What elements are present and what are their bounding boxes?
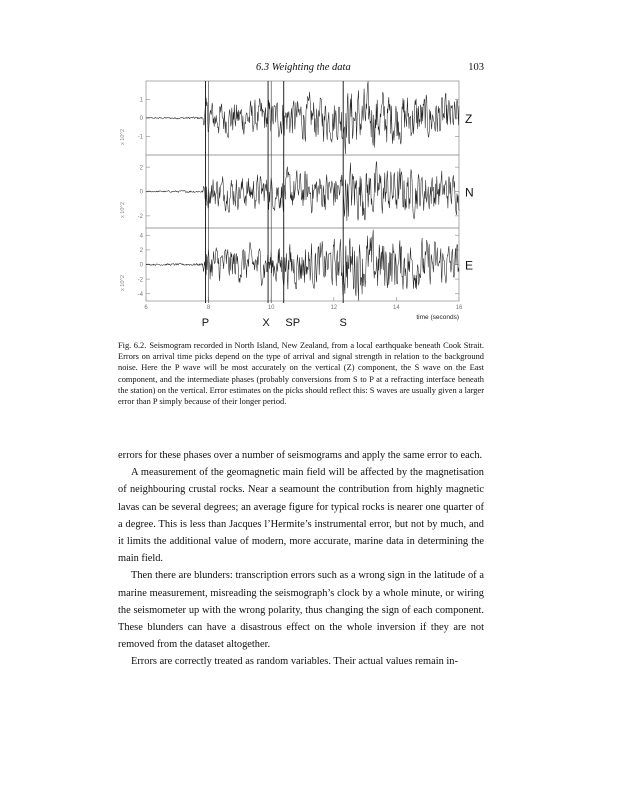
running-title: 6.3 Weighting the data: [256, 62, 351, 73]
trace-z: [146, 81, 459, 154]
x-tick-label: 16: [455, 305, 463, 311]
paragraph-4: Errors are correctly treated as random variables. Their actual values remain in-: [131, 656, 458, 668]
x-tick-label: 6: [144, 305, 148, 311]
x-axis-label: time (seconds): [416, 314, 459, 321]
scale-label-z: x 10^2: [120, 128, 126, 146]
x-tick-label: 10: [267, 305, 275, 311]
y-tick-label: -2: [137, 277, 143, 284]
y-tick-label: 2: [139, 248, 143, 255]
channel-label-z: Z: [465, 112, 473, 126]
y-tick-label: -2: [137, 214, 143, 221]
y-tick-label: 2: [139, 165, 143, 172]
y-tick-label: 0: [139, 262, 143, 269]
x-tick-label: 14: [393, 305, 400, 311]
y-tick-label: 0: [139, 116, 143, 123]
pick-label-p: P: [201, 317, 210, 329]
scale-label-n: x 10^2: [120, 201, 126, 219]
y-tick-label: -4: [137, 291, 143, 298]
channel-label-e: E: [465, 258, 474, 273]
paragraph-1: errors for these phases over a number of seismograms and apply the same error to each.: [118, 450, 483, 461]
body-text: [118, 447, 484, 671]
x-tick-label: 12: [330, 305, 338, 311]
paragraph-3: Then there are blunders: transcription errors such as a wrong sign in the latitude of a marine measurement, misreading the seismograph’s clock by a whole minute, or wiring the seismometer up with the wrong polarity, thus changing the sign of each component. These blunders can have a disastrous effect on the whole inversion if they are not removed from the dataset altogether.: [118, 570, 484, 651]
panel-frame-z: [146, 81, 459, 155]
trace-n: [146, 161, 459, 221]
y-tick-label: 4: [139, 233, 143, 240]
figure-caption-label: Fig. 6.2.: [118, 341, 147, 350]
trace-e: [146, 230, 459, 301]
figure-caption: [118, 340, 484, 407]
y-tick-label: 0: [139, 189, 143, 196]
channel-label-n: N: [465, 185, 474, 200]
seismogram-figure: [0, 0, 617, 340]
figure-caption-text: Seismogram recorded in North Island, New Zealand, from a local earthquake beneath Cook Strait. Errors on arrival time picks depend on the type of arrival and signal strength in relation to the background noise. Here the P wave will be most accurately on the vertical (Z) component, the S wave on the East component, and the intermediate phases (probably conversions from S to P at a refracting interface beneath the station) on the vertical. Error estimates on the picks should reflect this: S waves are usually given a larger error than P simply because of their longer period.: [118, 341, 484, 407]
pick-label-s: S: [339, 317, 347, 329]
paragraph-2: A measurement of the geomagnetic main field will be affected by the magnetisation of neighbouring crustal rocks. Near a seamount the contribution from highly magnetic lavas can be several degrees; an average figure for typical rocks is nearer one quarter of a degree. This is less than Jacques l’Hermite’s instrumental error, but not by much, and it limits the additional value of modern, more accurate, marine data in determining the main field.: [118, 467, 484, 565]
y-tick-label: 1: [139, 97, 143, 104]
scale-label-e: x 10^2: [120, 274, 126, 292]
pick-label-sp: SP: [285, 317, 301, 329]
y-tick-label: -1: [137, 134, 143, 141]
x-tick-label: 8: [206, 305, 211, 311]
pick-label-x: X: [262, 317, 270, 329]
page-number: 103: [468, 62, 484, 73]
